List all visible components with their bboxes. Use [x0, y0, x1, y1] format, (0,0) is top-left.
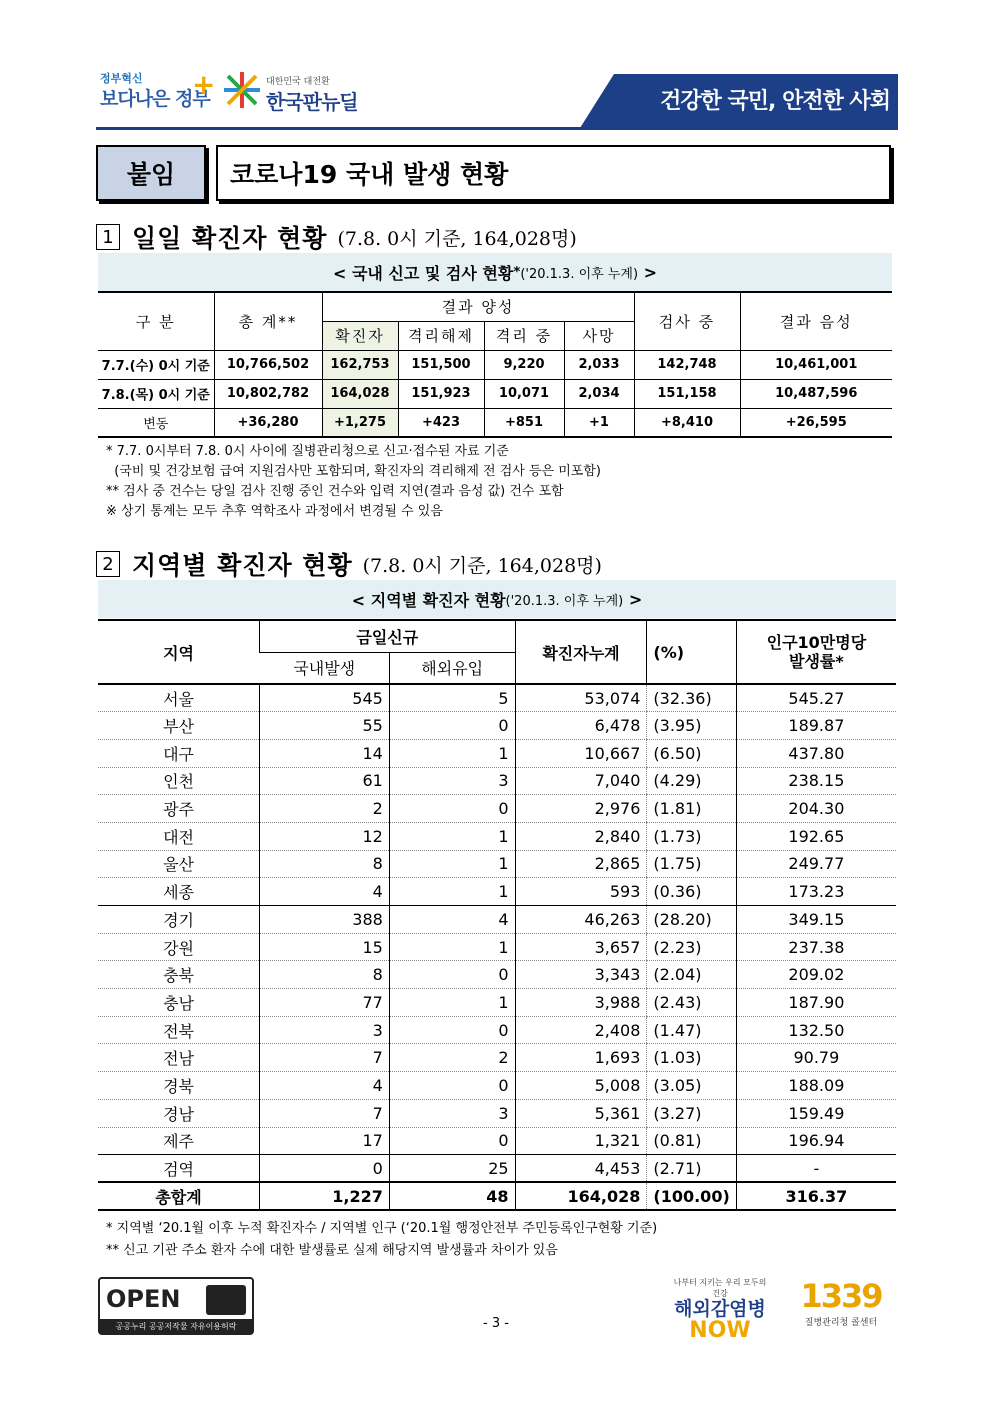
table-row: 경기 388 4 46,263 (28.20) 349.15 [98, 906, 896, 934]
attachment-tag: 붙임 [96, 145, 206, 201]
table-row: 대구 14 1 10,667 (6.50) 437.80 [98, 739, 896, 767]
header-deaths: 사망 [564, 321, 634, 350]
section1-notes: * 7.7. 0시부터 7.8. 0시 사이에 질병관리청으로 신고·접수된 자료 기준 (국비 및 건강보험 급여 지원검사만 포함되며, 확진자의 격리해제 전 검사 등은 미포함) ** 검사 중 건수는 당일 검사 진행 중인 건수와 입력 지연(결과 음성 값) 건수 포함 ※ 상기 통계는 모두 추후 역학조사 과정에서 변경될 수 있음 [106, 444, 601, 519]
section2-number: 2 [96, 551, 120, 577]
table-row: 충남 77 1 3,988 (2.43) 187.90 [98, 989, 896, 1017]
section2-title: 지역별 확진자 현황 [132, 551, 353, 580]
header-rate: 인구10만명당 발생률* [736, 620, 896, 684]
section1-heading [96, 219, 577, 255]
page-number: - 3 - [483, 1316, 509, 1331]
open-license-badge: OPEN 공공누리 공공저작물 자유이용허락 [98, 1277, 254, 1335]
total-row: 총합계 1,227 48 164,028 (100.00) 316.37 [98, 1182, 896, 1210]
table-row: 서울 545 5 53,074 (32.36) 545.27 [98, 684, 896, 712]
header-cumulative: 확진자누계 [515, 620, 647, 684]
page-header [96, 62, 898, 130]
section1-title: 일일 확진자 현황 [132, 224, 328, 253]
header-total: 총 계** [214, 292, 322, 350]
table-row: 강원 15 1 3,657 (2.23) 237.38 [98, 933, 896, 961]
section2-subtitle: (7.8. 0시 기준, 164,028명) [362, 554, 602, 577]
section1-number: 1 [96, 224, 120, 250]
header-positive: 결과 양성 [322, 292, 634, 321]
section2-notes: * 지역별 ‘20.1월 이후 누적 확진자수 / 지역별 인구 (‘20.1월 행정안전부 주민등록인구현황 기준) ** 신고 기관 주소 환자 수에 대한 발생률로 실제 해당지역 발생률과 차이가 있음 [106, 1221, 658, 1258]
call-center-1339-logo: 1339 질병관리청 콜센터 [800, 1277, 882, 1328]
table-row: 제주 17 0 1,321 (0.81) 196.94 [98, 1127, 896, 1155]
table-row: 전남 7 2 1,693 (1.03) 90.79 [98, 1044, 896, 1072]
table-row: 충북 8 0 3,343 (2.04) 209.02 [98, 961, 896, 989]
header-overseas: 해외유입 [389, 652, 515, 684]
table-row: 경남 7 3 5,361 (3.27) 159.49 [98, 1099, 896, 1127]
header-confirmed: 확진자 [322, 321, 398, 350]
regional-status-table [98, 619, 896, 1211]
header-divider [96, 127, 898, 130]
header-domestic: 국내발생 [260, 652, 390, 684]
table-row: 인천 61 3 7,040 (4.29) 238.15 [98, 767, 896, 795]
table-row: 경북 4 0 5,008 (3.05) 188.09 [98, 1072, 896, 1100]
table-row: 7.7.(수) 0시 기준 10,766,502 162,753 151,500 9,220 2,033 142,748 10,461,001 [98, 350, 892, 379]
section2-heading [96, 546, 602, 582]
header-isolated: 격리 중 [484, 321, 564, 350]
daily-status-table [98, 291, 892, 438]
header-testing: 검사 중 [634, 292, 740, 350]
table-row: 전북 3 0 2,408 (1.47) 132.50 [98, 1016, 896, 1044]
header-region: 지역 [98, 620, 260, 684]
table-row: 부산 55 0 6,478 (3.95) 189.87 [98, 712, 896, 740]
table-row: 7.8.(목) 0시 기준 10,802,782 164,028 151,923 10,071 2,034 151,158 10,487,596 [98, 379, 892, 408]
table-row: 울산 8 1 2,865 (1.75) 249.77 [98, 850, 896, 878]
table-row: 대전 12 1 2,840 (1.73) 192.65 [98, 822, 896, 850]
table-row: 변동 +36,280 +1,275 +423 +851 +1 +8,410 +26,595 [98, 408, 892, 437]
plus-icon: + [192, 68, 216, 101]
gov-innovation-logo: 정부혁신 보다나은 정부 + [100, 68, 216, 110]
header-released: 격리해제 [398, 321, 484, 350]
section2-caption: < 지역별 확진자 현황 ('20.1.3. 이후 누계) > [98, 580, 896, 618]
header-pct: (%) [647, 620, 736, 684]
overseas-disease-now-logo: 나부터 지키는 우리 모두의 건강 해외감염병 NOW [673, 1278, 767, 1343]
table-row: 검역 0 25 4,453 (2.71) - [98, 1155, 896, 1183]
header-today-new: 금일신규 [260, 620, 515, 652]
attribution-icon [206, 1285, 246, 1315]
slogan-text: 건강한 국민, 안전한 사회 [660, 89, 890, 114]
page-title: 코로나19 국내 발생 현황 [216, 145, 891, 201]
new-deal-star-icon [222, 70, 262, 110]
header-negative: 결과 음성 [740, 292, 892, 350]
korean-new-deal-logo: 대한민국 대전환 한국판뉴딜 [222, 68, 362, 120]
table-row: 광주 2 0 2,976 (1.81) 204.30 [98, 795, 896, 823]
section1-caption: < 국내 신고 및 검사 현황 * ('20.1.3. 이후 누계) > [98, 253, 892, 291]
section1-subtitle: (7.8. 0시 기준, 164,028명) [337, 227, 577, 250]
table-row: 세종 4 1 593 (0.36) 173.23 [98, 878, 896, 906]
header-gubun: 구 분 [98, 292, 214, 350]
